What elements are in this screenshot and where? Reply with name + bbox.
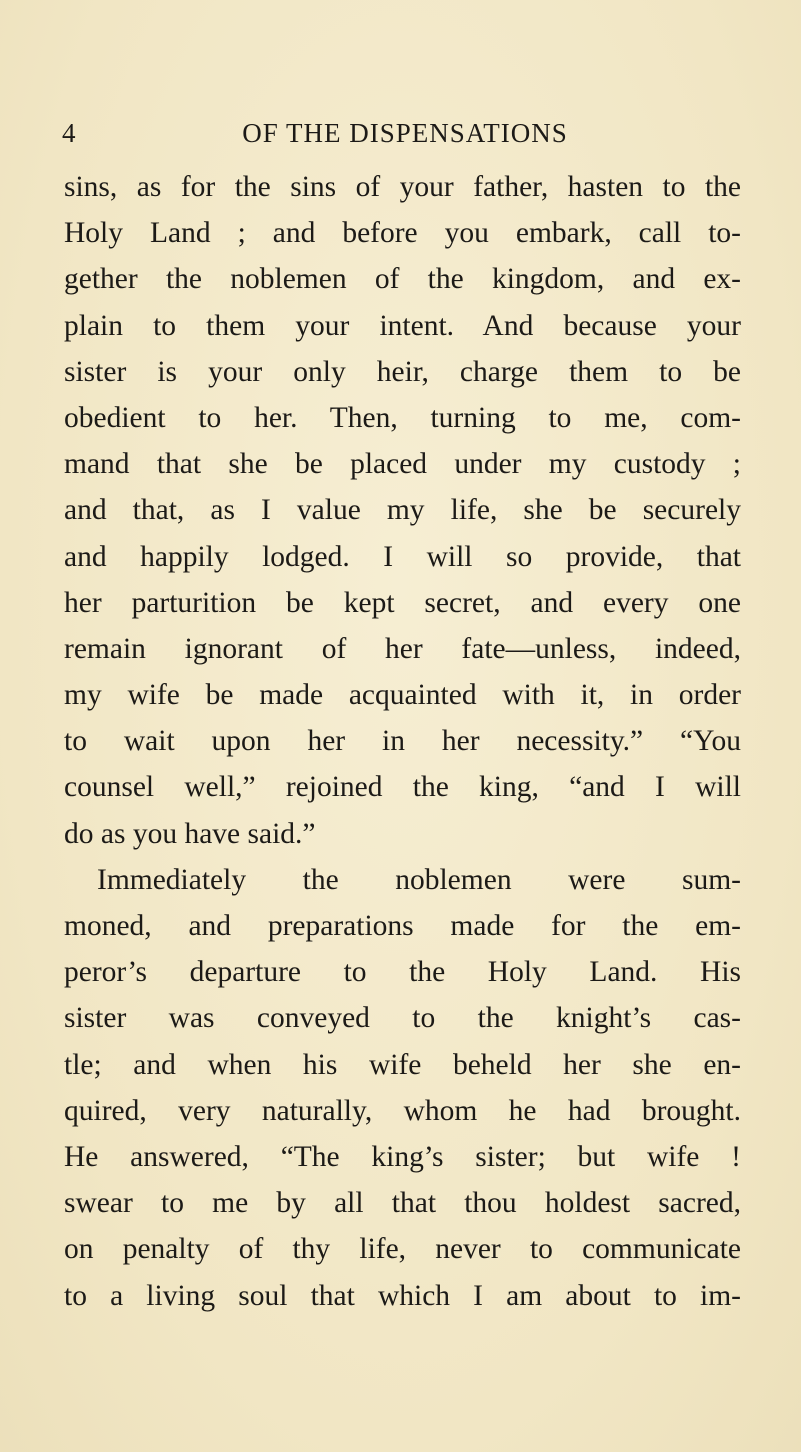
text-line: on penalty of thy life, never to communicate	[64, 1233, 741, 1266]
text-line: mand that she be placed under my custody ;	[64, 448, 741, 481]
page-header	[62, 118, 748, 154]
text-line: counsel well,” rejoined the king, “and I will	[64, 771, 741, 804]
text-line: swear to me by all that thou holdest sacred,	[64, 1187, 741, 1220]
text-line: and that, as I value my life, she be securely	[64, 494, 741, 527]
text-line: tle; and when his wife beheld her she en-	[64, 1048, 741, 1081]
text-line: her parturition be kept secret, and every one	[64, 586, 741, 619]
page-number: 4	[62, 118, 77, 148]
text-line: quired, very naturally, whom he had brought.	[64, 1094, 741, 1127]
text-line: Immediately the noblemen were sum-	[97, 863, 741, 896]
text-line: obedient to her. Then, turning to me, com-	[64, 401, 741, 434]
text-line: moned, and preparations made for the em-	[64, 910, 741, 942]
text-line: peror’s departure to the Holy Land. His	[64, 956, 741, 989]
text-line: sins, as for the sins of your father, hasten to the	[64, 171, 741, 203]
text-line: Holy Land ; and before you embark, call to-	[64, 217, 741, 250]
text-line: to a living soul that which I am about to im-	[64, 1279, 741, 1312]
text-line: remain ignorant of her fate—unless, indeed,	[64, 632, 741, 665]
text-line: my wife be made acquainted with it, in order	[64, 679, 741, 712]
text-line: gether the noblemen of the kingdom, and ex-	[64, 263, 741, 296]
text-line: plain to them your intent. And because your	[64, 309, 741, 342]
running-head: OF THE DISPENSATIONS	[242, 118, 568, 148]
text-line: He answered, “The king’s sister; but wife !	[64, 1140, 741, 1173]
text-line: do as you have said.”	[64, 817, 316, 850]
text-line: to wait upon her in her necessity.” “You	[64, 725, 741, 758]
body-text	[64, 164, 741, 1319]
text-line: sister is your only heir, charge them to be	[64, 355, 741, 388]
text-line: sister was conveyed to the knight’s cas-	[64, 1002, 741, 1035]
text-line: and happily lodged. I will so provide, that	[64, 540, 741, 573]
